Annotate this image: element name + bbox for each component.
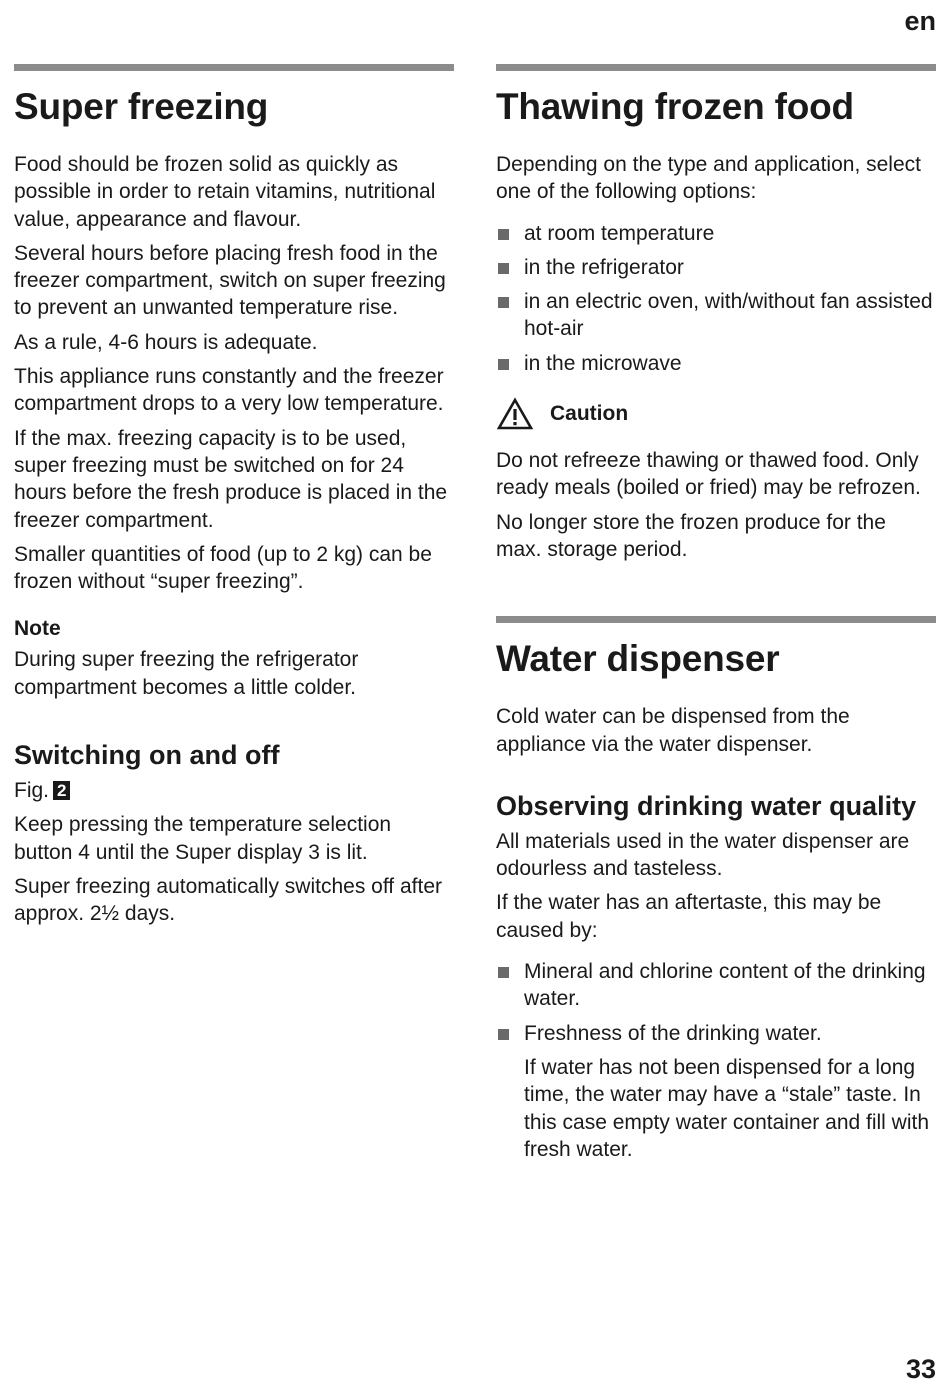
paragraph: If the max. freezing capacity is to be used, super freezing must be switched on for 24 hours before the fresh produce is placed in the freezer compartment. [14,426,448,532]
caution-text: No longer store the frozen produce for the max. storage period. [496,510,886,561]
square-bullet-icon [498,297,509,308]
list-item [496,254,936,281]
figure-reference [14,777,454,804]
list-item-text: in an electric oven, with/without fan assisted hot-air [524,290,933,341]
super-freezing-title: Super freezing [14,86,269,127]
section-rule [496,64,936,71]
paragraph: Several hours before placing fresh food in the freezer compartment, switch on super freezing to prevent an unwanted temperature rise. [14,241,446,320]
caution-text: Do not refreeze thawing or thawed food. Only ready meals (boiled or fried) may be refrozen. [496,449,921,500]
square-bullet-icon [498,263,509,274]
list-item [496,220,936,247]
caution-label: Caution [550,402,629,426]
list-item [496,350,936,377]
right-column [496,64,936,1170]
section-rule [14,64,454,71]
list-item-text: at room temperature [524,221,715,245]
drinking-water-quality-title: Observing drinking water quality [496,790,917,821]
square-bullet-icon [498,1029,509,1040]
thawing-intro: Depending on the type and application, select one of the following options: [496,153,921,204]
list-item [496,958,936,1013]
fig-label: Fig. [14,779,50,803]
left-column [14,64,454,935]
list-item-text: Mineral and chlorine content of the drinking water. [524,960,926,1011]
square-bullet-icon [498,967,509,978]
switching-on-off-title: Switching on and off [14,740,280,771]
water-intro: Cold water can be dispensed from the appliance via the water dispenser. [496,705,850,756]
language-code: en [904,6,936,36]
paragraph: Smaller quantities of food (up to 2 kg) can be frozen without “super freezing”. [14,542,432,594]
water-dispenser-title: Water dispenser [496,638,780,680]
list-item-text: Freshness of the drinking water. [524,1021,822,1045]
list-item-text: in the microwave [524,351,682,375]
thawing-options-list [496,220,936,377]
list-item [496,288,936,343]
caution-header [496,397,936,431]
square-bullet-icon [498,229,509,240]
paragraph: Super freezing automatically switches off after approx. 2½ days. [14,874,442,926]
warning-triangle-icon [496,397,534,431]
paragraph: Food should be frozen solid as quickly as possible in order to retain vitamins, nutritional value, appearance and flavour. [14,153,436,231]
causes-list [496,958,936,1163]
list-item-text: in the refrigerator [524,255,684,279]
paragraph: If the water has an aftertaste, this may be caused by: [496,891,882,942]
page-number: 33 [905,1354,936,1384]
paragraph: As a rule, 4-6 hours is adequate. [14,330,318,354]
square-bullet-icon [498,359,509,370]
list-item [496,1020,936,1163]
fig-number-badge: 2 [53,781,70,800]
freshness-detail: If water has not been dispensed for a long time, the water may have a “stale” taste. In this case empty water container and fill with fresh water. [524,1055,930,1161]
note-text: During super freezing the refrigerator compartment becomes a little colder. [14,648,359,699]
paragraph: All materials used in the water dispenser are odourless and tasteless. [496,829,910,881]
note-title: Note [14,617,61,641]
paragraph: Keep pressing the temperature selection button 4 until the Super display 3 is lit. [14,813,392,864]
spacer [496,570,936,616]
paragraph: This appliance runs constantly and the freezer compartment drops to a very low temperature. [14,365,444,416]
section-rule [496,616,936,623]
thawing-title: Thawing frozen food [496,86,854,127]
